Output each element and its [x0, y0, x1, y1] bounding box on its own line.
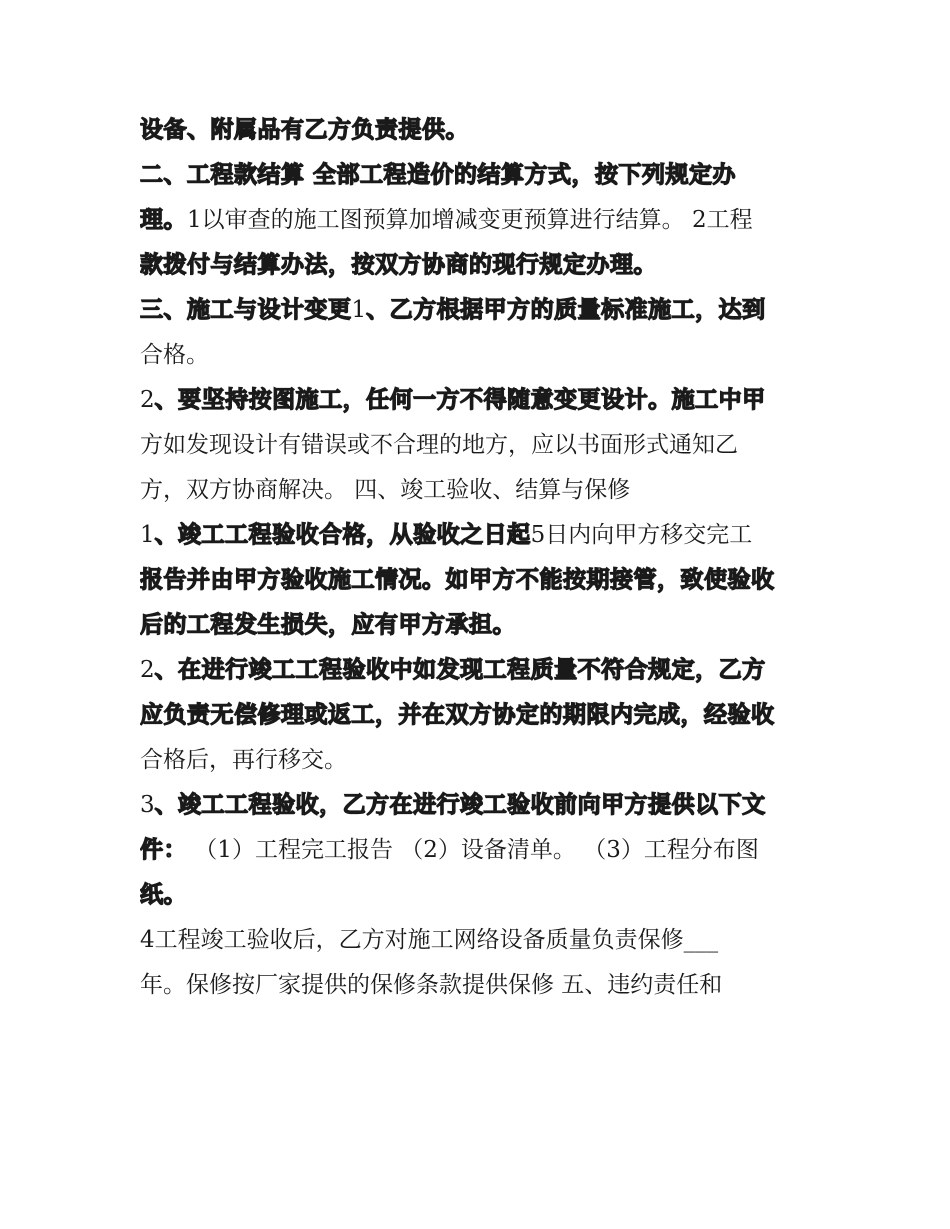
text-line-20 [140, 963, 830, 1008]
text-line-5 [140, 288, 830, 333]
text-line-12 [140, 603, 830, 648]
text-segment: 后的工程发生损失，应有甲方承担。 [140, 612, 516, 638]
text-line-17 [140, 828, 830, 873]
text-segment: 4工程竣工验收后，乙方对施工网络设备质量负责保修___ [140, 927, 719, 953]
text-segment: 件： [140, 837, 187, 863]
text-segment: 2 [140, 387, 155, 413]
text-line-19 [140, 918, 830, 963]
text-segment: 年。保修按厂家提供的保修条款提供保修 五、违约责任和 [140, 972, 723, 998]
text-segment: 纸。 [140, 882, 187, 908]
text-segment: 理。 [140, 207, 187, 233]
text-line-2 [140, 153, 830, 198]
text-line-9 [140, 468, 830, 513]
text-segment: 报告并由甲方验收施工情况。如甲方不能按期接管，致使验收 [140, 567, 775, 593]
text-segment: 二、工程款结算 全部工程造价的结算方式，按下列规定办 [140, 162, 737, 188]
text-segment: 合格后，再行移交。 [140, 747, 347, 773]
text-line-18 [140, 873, 830, 918]
text-line-10 [140, 513, 830, 558]
text-segment: 、要坚持按图施工，任何一方不得随意变更设计。施工中甲 [154, 387, 766, 413]
text-segment: 、竣工工程验收合格，从验收之日起 [154, 522, 531, 548]
text-line-13 [140, 648, 830, 693]
text-line-7 [140, 378, 830, 423]
text-segment: 、乙方根据甲方的质量标准施工，达到 [366, 297, 766, 323]
text-segment: 5日内向甲方移交完工 [530, 522, 753, 548]
text-line-8 [140, 423, 830, 468]
text-segment: 应负责无偿修理或返工，并在双方协定的期限内完成，经验收 [140, 702, 775, 728]
text-segment: 方如发现设计有错误或不合理的地方，应以书面形式通知乙 [140, 432, 738, 458]
text-segment: 合格。 [140, 342, 209, 368]
text-segment: 、在进行竣工工程验收中如发现工程质量不符合规定，乙方 [154, 657, 766, 683]
text-segment: 1以审查的施工图预算加增减变更预算进行结算。 2工程 [187, 207, 753, 233]
text-segment: （1）工程完工报告 （2）设备清单。 （3）工程分布图 [187, 837, 759, 863]
text-segment: 1 [140, 522, 155, 548]
text-line-15 [140, 738, 830, 783]
text-line-14 [140, 693, 830, 738]
contract-text-block [140, 108, 830, 1008]
text-segment: 方，双方协商解决。 四、竣工验收、结算与保修 [140, 477, 631, 503]
text-line-1 [140, 108, 830, 153]
text-line-16 [140, 783, 830, 828]
text-segment: 、竣工工程验收，乙方在进行竣工验收前向甲方提供以下文 [154, 792, 766, 818]
text-segment: 1 [351, 297, 367, 323]
text-segment: 2 [140, 657, 155, 683]
text-segment: 设备、附属品有乙方负责提供。 [140, 117, 469, 143]
text-segment: 款拨付与结算办法，按双方协商的现行规定办理。 [140, 252, 657, 278]
text-line-4 [140, 243, 830, 288]
text-line-11 [140, 558, 830, 603]
text-segment: 3 [140, 792, 155, 818]
text-line-6 [140, 333, 830, 378]
text-line-3 [140, 198, 830, 243]
text-segment: 三、施工与设计变更 [140, 297, 352, 323]
